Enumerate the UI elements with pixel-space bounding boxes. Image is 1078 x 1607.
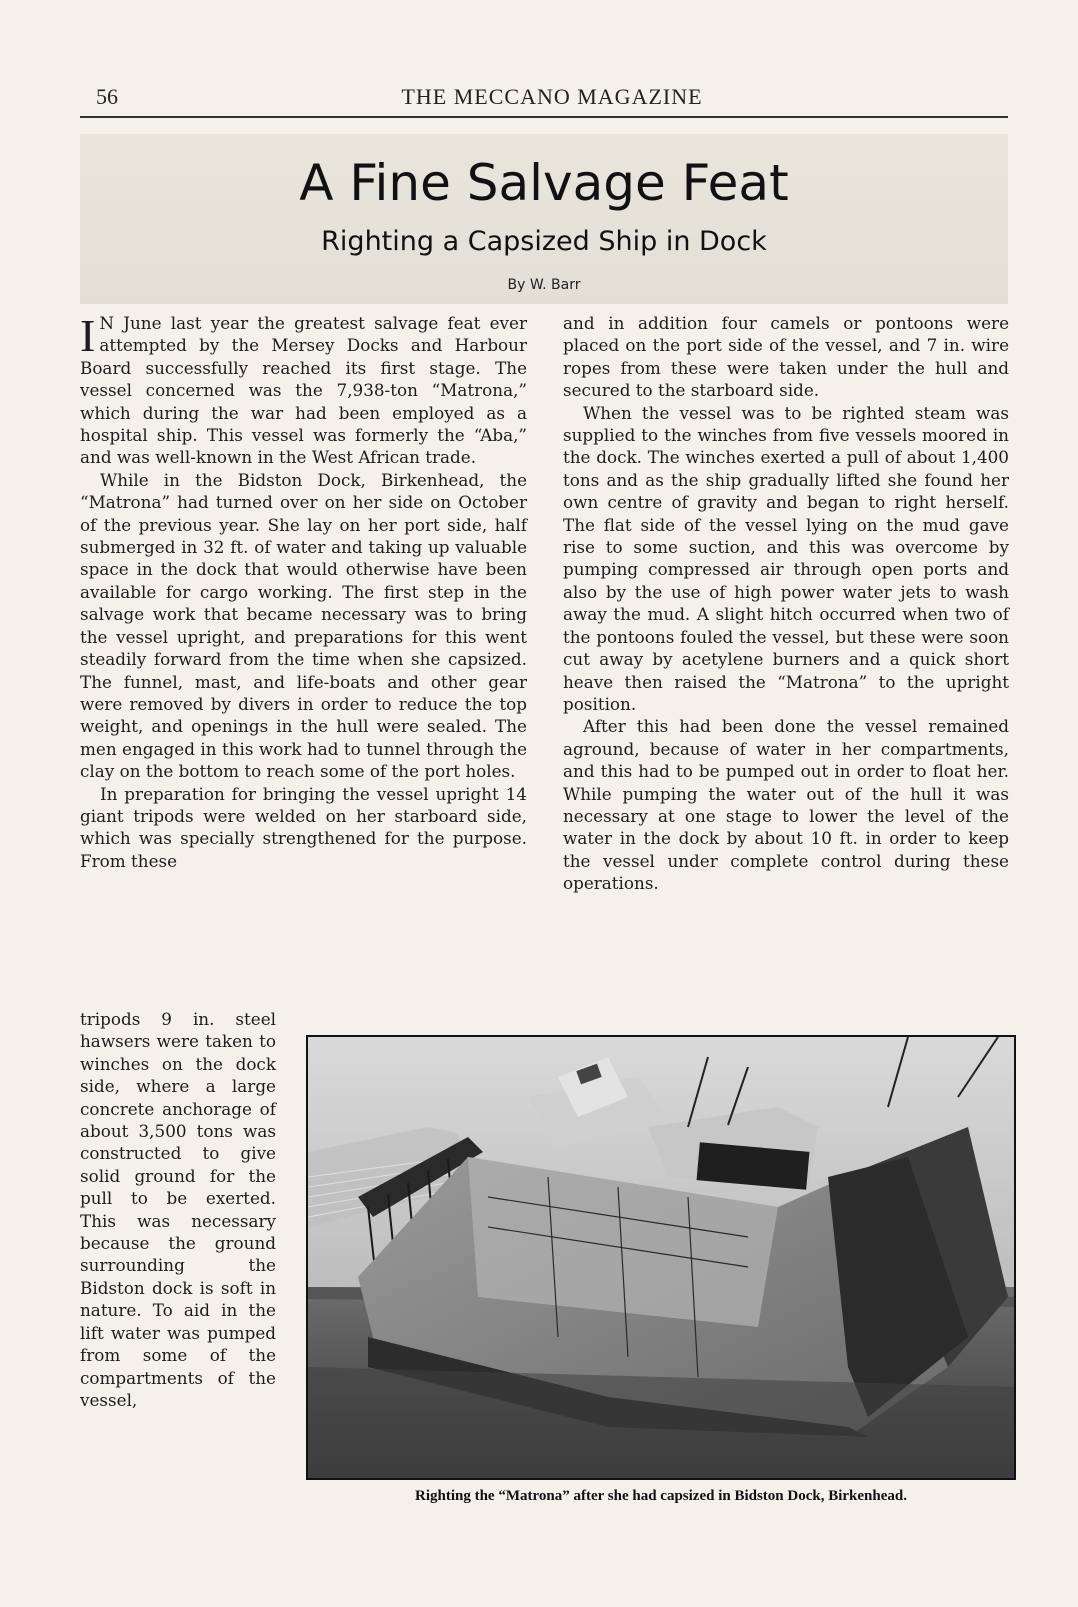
paragraph-1-text: N June last year the greatest salvage feat ever attempted by the Mersey Docks and Harbour Board successfully reached its first stage. The vessel concerned was the 7,938-ton “Matrona,” which during the war had been employed as a hospital ship. This vessel was formerly the “Aba,” and was well-known in the West African trade. [80,313,527,468]
paragraph-6: After this had been done the vessel remained aground, because of water in her compartments, and this had to be pumped out in order to float her. While pumping the water out of the hull it was necessary at one stage to lower the level of the water in the dock by about 10 ft. in order to keep the vessel under complete control during these operations. [563,716,1009,894]
ship-photograph [306,1035,1016,1480]
paragraph-2: While in the Bidston Dock, Birkenhead, the “Matrona” had turned over on her side on October of the previous year. She lay on her port side, half submerged in 32 ft. of water and taking up valuable space in the dock that would otherwise have been available for cargo working. The first step in the salvage work that became necessary was to bring the vessel upright, and preparations for this went steadily forward from the time when she capsized. The funnel, mast, and life-boats and other gear were removed by divers in order to reduce the top weight, and openings in the hull were sealed. The men engaged in this work had to tunnel through the clay on the bottom to reach some of the port holes. [80,469,527,782]
left-column [80,312,527,872]
article-byline: By W. Barr [507,277,581,293]
page-header [96,84,1008,118]
drop-cap: I [80,310,96,361]
capsized-ship-image [308,1037,1014,1478]
photo-caption: Righting the “Matrona” after she had capsized in Bidston Dock, Birkenhead. [415,1488,907,1504]
magazine-title: THE MECCANO MAGAZINE [401,84,703,109]
right-column [563,312,1009,895]
paragraph-3: In preparation for bringing the vessel upright 14 giant tripods were welded on her starboard side, which was specially strengthened for the purpose. From these [80,783,527,871]
page-number: 56 [96,84,118,109]
paragraph-4: and in addition four camels or pontoons were placed on the port side of the vessel, and 7 in. wire ropes from these were taken under the hull and secured to the starboard side. [563,313,1009,401]
narrow-paragraph: tripods 9 in. steel hawsers were taken to winches on the dock side, where a large concrete anchorage of about 3,500 tons was constructed to give solid ground for the pull to be exerted. This was necessary because the ground surrounding the Bidston dock is soft in nature. To aid in the lift water was pumped from some of the compartments of the vessel, [80,1009,276,1410]
title-block [80,134,1008,304]
paragraph-1 [80,312,527,469]
article-subtitle: Righting a Capsized Ship in Dock [321,226,767,257]
paragraph-5: When the vessel was to be righted steam was supplied to the winches from five vessels moored in the dock. The winches exerted a pull of about 1,400 tons and as the ship gradually lifted she found her own centre of gravity and began to right herself. The flat side of the vessel lying on the mud gave rise to some suction, and this was overcome by pumping compressed air through open ports and also by the use of high power water jets to wash away the mud. A slight hitch occurred when two of the pontoons fouled the vessel, but these were soon cut away by acetylene burners and a quick short heave then raised the “Matrona” to the upright position. [563,402,1009,714]
header-rule [80,116,1008,118]
article-title: A Fine Salvage Feat [299,154,789,212]
narrow-column [80,1008,276,1411]
